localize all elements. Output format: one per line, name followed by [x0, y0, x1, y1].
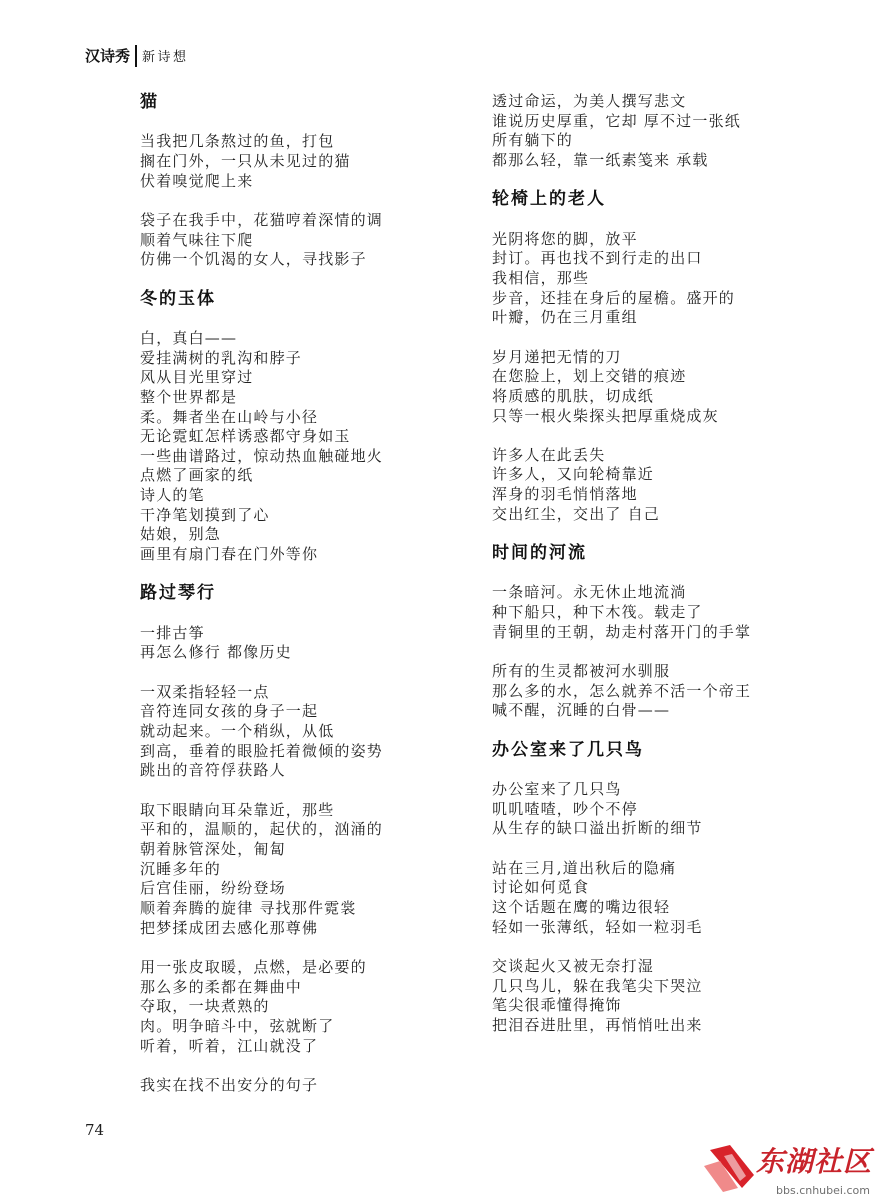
poem-line: 整个世界都是 [140, 387, 238, 406]
poem-line: 诗人的笔 [140, 486, 205, 505]
poem-line: 笔尖很乖懂得掩饰 [492, 996, 622, 1015]
poem-line: 讨论如何觅食 [492, 878, 590, 897]
poem-line: 取下眼睛向耳朵靠近，那些 [140, 800, 335, 819]
poem-line: 到高，垂着的眼脸托着微倾的姿势 [140, 741, 384, 760]
column-brand: 汉诗秀 [85, 47, 131, 65]
poem-line: 所有躺下的 [492, 131, 574, 150]
poem-line: 听着，听着，江山就没了 [140, 1036, 319, 1055]
poem-line: 把泪吞进肚里，再悄悄吐出来 [492, 1015, 703, 1034]
stanza [492, 92, 832, 171]
poem-line: 轻如一张薄纸，轻如一粒羽毛 [492, 917, 703, 936]
stanza [140, 1076, 480, 1096]
poem-line: 伏着嗅觉爬上来 [140, 171, 254, 190]
left-column [140, 93, 480, 1095]
stanza [492, 957, 832, 1036]
stanza [492, 230, 832, 328]
poem [492, 171, 832, 525]
stanza [140, 329, 480, 565]
poem-line: 只等一根火柴探头把厚重烧成灰 [492, 406, 719, 425]
right-column [492, 92, 832, 1036]
poem-line: 跳出的音符俘获路人 [140, 761, 286, 780]
poem-line: 交出红尘，交出了 自己 [492, 504, 660, 523]
poem-line: 夺取，一块煮熟的 [140, 997, 270, 1016]
poem-line: 办公室来了几只鸟 [492, 779, 622, 798]
poem-line: 在您脸上，划上交错的痕迹 [492, 367, 687, 386]
stanza [492, 780, 832, 839]
poem-line: 站在三月,道出秋后的隐痛 [492, 858, 677, 877]
poem-line: 谁说历史厚重，它却 厚不过一张纸 [492, 111, 741, 130]
poem-line: 点燃了画家的纸 [140, 466, 254, 485]
stanza [492, 662, 832, 721]
poem-title: 冬的玉体 [140, 288, 216, 309]
poem-line: 我实在找不出安分的句子 [140, 1075, 319, 1094]
poem-line: 封订。再也找不到行走的出口 [492, 249, 703, 268]
watermark-url: bbs.cnhubei.com [776, 1184, 870, 1197]
poem-line: 喊不醒，沉睡的白骨—— [492, 701, 671, 720]
poem-continuation [492, 92, 832, 171]
watermark-name: 东湖社区 [756, 1145, 873, 1178]
poem-line: 那么多的水，怎么就养不活一个帝王 [492, 681, 752, 700]
poem-title: 办公室来了几只鸟 [492, 739, 644, 760]
poem-line: 一双柔指轻轻一点 [140, 682, 270, 701]
stanza [492, 859, 832, 938]
stanza [140, 958, 480, 1056]
poem-line: 柔。舞者坐在山岭与小径 [140, 407, 319, 426]
poem [140, 565, 480, 1096]
page-header [85, 44, 189, 68]
poem-line: 都那么轻，靠一纸素笺来 承载 [492, 150, 709, 169]
poem-line: 青铜里的王朝，劫走村落开门的手掌 [492, 622, 752, 641]
poem-line: 音符连同女孩的身子一起 [140, 702, 319, 721]
poem-line: 姑娘，别急 [140, 525, 222, 544]
poem-line: 风从目光里穿过 [140, 368, 254, 387]
poem-line: 白，真白—— [140, 328, 238, 347]
stanza [140, 683, 480, 781]
poem-line: 搁在门外，一只从未见过的猫 [140, 151, 351, 170]
poem-line: 所有的生灵都被河水驯服 [492, 662, 671, 681]
poem-line: 干净笔划摸到了心 [140, 505, 270, 524]
poem-line: 把梦揉成团去感化那尊佛 [140, 918, 319, 937]
poem-line: 平和的，温顺的，起伏的，汹涌的 [140, 820, 384, 839]
stanza [140, 132, 480, 191]
poem-line: 许多人，又向轮椅靠近 [492, 465, 655, 484]
poem-line: 一些曲谱路过，惊动热血触碰地火 [140, 446, 384, 465]
poem-line: 浑身的羽毛悄悄落地 [492, 485, 638, 504]
stanza [492, 583, 832, 642]
poem-line: 用一张皮取暖，点燃，是必要的 [140, 957, 367, 976]
poem-line: 肉。明争暗斗中，弦就断了 [140, 1016, 335, 1035]
poem [492, 721, 832, 1036]
poem-line: 当我把几条熬过的鱼，打包 [140, 132, 335, 151]
poem-line: 交谈起火又被无奈打湿 [492, 956, 655, 975]
poem-line: 从生存的缺口溢出折断的细节 [492, 819, 703, 838]
stanza [492, 446, 832, 525]
poem-line: 沉睡多年的 [140, 859, 222, 878]
watermark [700, 1138, 882, 1198]
poem-line: 画里有扇门春在门外等你 [140, 545, 319, 564]
poem-line: 岁月递把无情的刀 [492, 347, 622, 366]
poem-line: 种下船只，种下木筏。载走了 [492, 603, 703, 622]
column-section: 新诗想 [142, 50, 189, 65]
stanza [140, 211, 480, 270]
poem-line: 一排古筝 [140, 623, 205, 642]
poem-line: 再怎么修行 都像历史 [140, 643, 292, 662]
poem-line: 将质感的肌肤，切成纸 [492, 386, 655, 405]
poem-line: 就动起来。一个稍纵，从低 [140, 722, 335, 740]
poem-line: 顺着气味往下爬 [140, 230, 254, 249]
poem [140, 270, 480, 565]
poem-line: 几只鸟儿，躲在我笔尖下哭泣 [492, 976, 703, 995]
poem-title: 轮椅上的老人 [492, 189, 606, 210]
poem [140, 93, 480, 270]
poem-line: 朝着脉管深处，匍匐 [140, 839, 286, 858]
poem-line: 袋子在我手中，花猫哼着深情的调 [140, 210, 384, 229]
poem-line: 步音，还挂在身后的屋檐。盛开的 [492, 288, 736, 307]
poem-line: 仿佛一个饥渴的女人，寻找影子 [140, 250, 367, 269]
poem-line: 顺着奔腾的旋律 寻找那件霓裳 [140, 898, 357, 917]
poem-title: 猫 [140, 92, 159, 112]
poem-line: 无论霓虹怎样诱惑都守身如玉 [140, 427, 351, 446]
poem-line: 爱挂满树的乳沟和脖子 [140, 348, 303, 367]
poem-title: 时间的河流 [492, 543, 587, 564]
poem-line: 光阴将您的脚，放平 [492, 229, 638, 248]
poem-line: 那么多的柔都在舞曲中 [140, 977, 303, 996]
stanza [140, 801, 480, 939]
poem-line: 这个话题在鹰的嘴边很轻 [492, 897, 671, 916]
poem-line: 透过命运，为美人撰写悲文 [492, 92, 687, 110]
poem-line: 我相信，那些 [492, 268, 590, 287]
page-number: 74 [85, 1121, 105, 1139]
poem-line: 一条暗河。永无休止地流淌 [492, 583, 687, 602]
stanza [492, 348, 832, 427]
poem-title: 路过琴行 [140, 583, 216, 604]
poem-line: 叽叽喳喳，吵个不停 [492, 799, 638, 818]
poem-line: 后宫佳丽，纷纷登场 [140, 879, 286, 898]
poem-line: 叶瓣，仍在三月重组 [492, 308, 638, 327]
poem [492, 524, 832, 721]
stanza [140, 624, 480, 663]
site-logo-icon [702, 1142, 758, 1194]
poem-line: 许多人在此丢失 [492, 445, 606, 464]
header-divider [135, 45, 137, 67]
